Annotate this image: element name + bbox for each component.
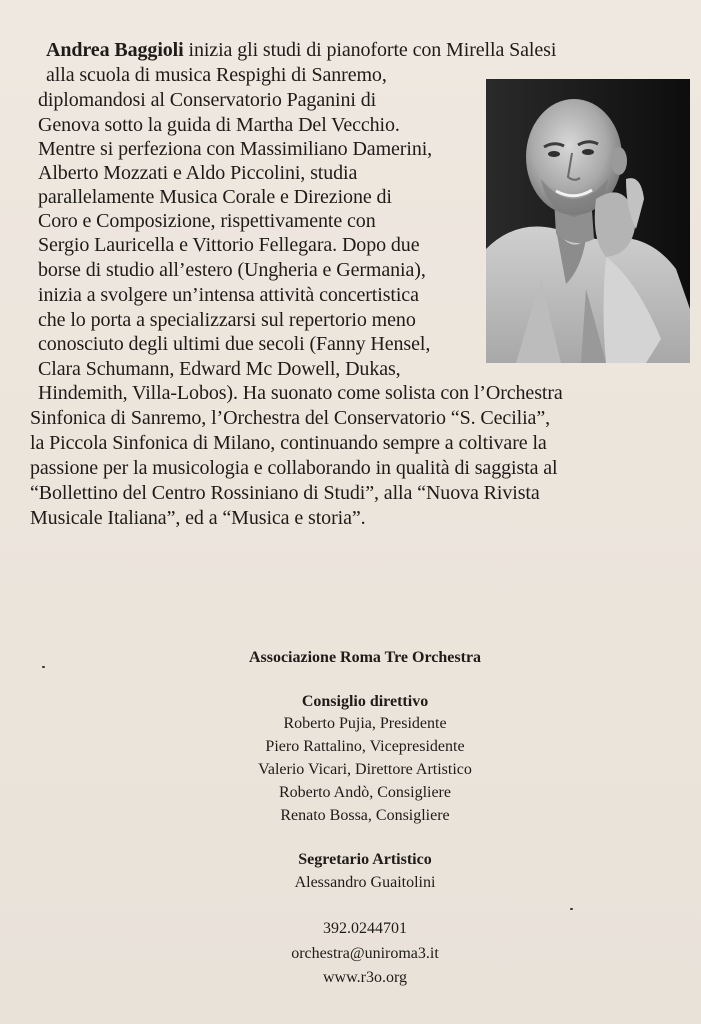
bio-line-16: Sinfonica di Sanremo, l’Orchestra del Conservatorio “S. Cecilia”, bbox=[30, 407, 551, 429]
paper-speck bbox=[42, 666, 45, 668]
bio-line-11: inizia a svolgere un’intensa attività concertistica bbox=[38, 284, 419, 306]
bio-line-18: passione per la musicologia e collaborando in qualità di saggista al bbox=[30, 457, 558, 479]
board-member: Valerio Vicari, Direttore Artistico bbox=[258, 761, 472, 778]
phone-number: 392.0244701 bbox=[323, 920, 407, 937]
bio-line-8: Coro e Composizione, rispettivamente con bbox=[38, 210, 376, 232]
bio-line-6: Alberto Mozzati e Aldo Piccolini, studia bbox=[38, 162, 358, 184]
bio-line-17: la Piccola Sinfonica di Milano, continuando sempre a coltivare la bbox=[30, 432, 547, 454]
bio-line-3: diplomandosi al Conservatorio Paganini di bbox=[38, 89, 377, 111]
bio-line-5: Mentre si perfeziona con Massimiliano Damerini, bbox=[38, 138, 433, 160]
board-member: Roberto Andò, Consigliere bbox=[279, 784, 451, 801]
board-member: Roberto Pujia, Presidente bbox=[283, 715, 447, 732]
secretary-heading: Segretario Artistico bbox=[298, 851, 432, 868]
association-name: Associazione Roma Tre Orchestra bbox=[248, 649, 482, 666]
website-url: www.r3o.org bbox=[323, 969, 407, 986]
board-member: Renato Bossa, Consigliere bbox=[280, 807, 450, 824]
artist-name: Andrea Baggioli bbox=[46, 39, 184, 61]
bio-line-4: Genova sotto la guida di Martha Del Vecchio. bbox=[38, 114, 400, 136]
bio-line-1: Andrea Baggioli inizia gli studi di pianoforte con Mirella Salesi bbox=[46, 39, 557, 61]
bio-line-9: Sergio Lauricella e Vittorio Fellegara. Dopo due bbox=[38, 234, 420, 256]
bio-line-7: parallelamente Musica Corale e Direzione di bbox=[38, 186, 392, 208]
bio-line-12: che lo porta a specializzarsi sul repertorio meno bbox=[38, 309, 416, 331]
bio-line-10: borse di studio all’estero (Ungheria e Germania), bbox=[38, 259, 426, 281]
paper-speck bbox=[570, 908, 573, 910]
email-address: orchestra@uniroma3.it bbox=[291, 945, 439, 962]
bio-line-14: Clara Schumann, Edward Mc Dowell, Dukas, bbox=[38, 358, 401, 380]
bio-line-20: Musicale Italiana”, ed a “Musica e storia”. bbox=[30, 507, 366, 529]
bio-line-19: “Bollettino del Centro Rossiniano di Studi”, alla “Nuova Rivista bbox=[30, 482, 540, 504]
secretary-name: Alessandro Guaitolini bbox=[294, 874, 436, 891]
artist-portrait-photo bbox=[486, 79, 690, 363]
bio-line-15: Hindemith, Villa-Lobos). Ha suonato come solista con l’Orchestra bbox=[38, 382, 563, 404]
bio-line-2: alla scuola di musica Respighi di Sanremo, bbox=[46, 64, 387, 86]
board-heading: Consiglio direttivo bbox=[301, 693, 429, 710]
board-member: Piero Rattalino, Vicepresidente bbox=[265, 738, 465, 755]
bio-line-13: conosciuto degli ultimi due secoli (Fanny Hensel, bbox=[38, 333, 431, 355]
